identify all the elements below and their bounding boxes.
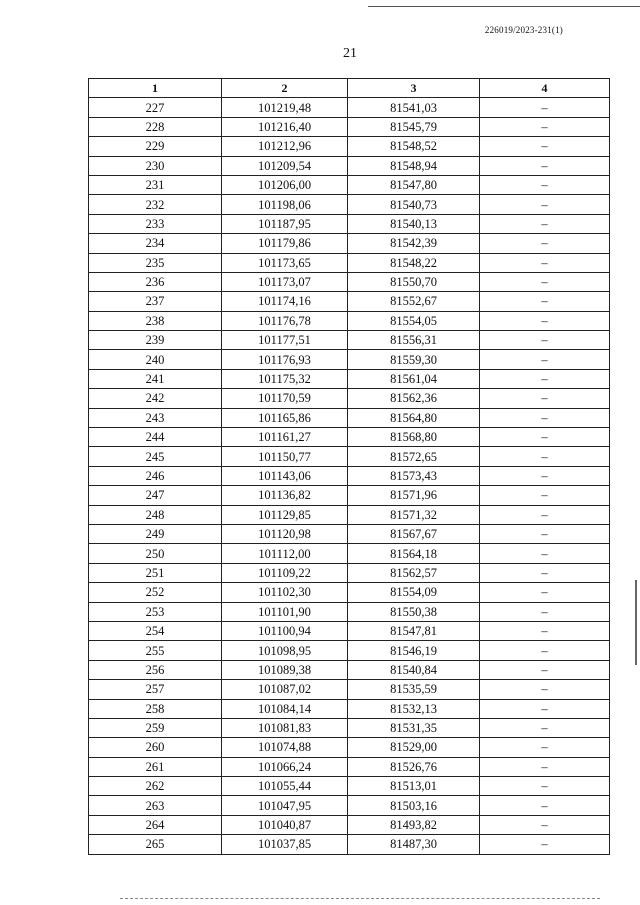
x-coordinate-cell: 101066,24 bbox=[222, 757, 348, 776]
y-coordinate-cell: 81487,30 bbox=[348, 835, 480, 854]
y-coordinate-cell: 81573,43 bbox=[348, 466, 480, 485]
x-coordinate-cell: 101129,85 bbox=[222, 505, 348, 524]
note-cell: – bbox=[480, 602, 610, 621]
point-number-cell: 242 bbox=[89, 389, 222, 408]
point-number-cell: 256 bbox=[89, 660, 222, 679]
note-cell: – bbox=[480, 156, 610, 175]
x-coordinate-cell: 101176,78 bbox=[222, 311, 348, 330]
x-coordinate-cell: 101089,38 bbox=[222, 660, 348, 679]
note-cell: – bbox=[480, 815, 610, 834]
table-row bbox=[89, 369, 610, 388]
x-coordinate-cell: 101175,32 bbox=[222, 369, 348, 388]
y-coordinate-cell: 81564,80 bbox=[348, 408, 480, 427]
y-coordinate-cell: 81526,76 bbox=[348, 757, 480, 776]
x-coordinate-cell: 101216,40 bbox=[222, 117, 348, 136]
note-cell: – bbox=[480, 311, 610, 330]
note-cell: – bbox=[480, 408, 610, 427]
y-coordinate-cell: 81561,04 bbox=[348, 369, 480, 388]
table-row bbox=[89, 156, 610, 175]
note-cell: – bbox=[480, 680, 610, 699]
point-number-cell: 257 bbox=[89, 680, 222, 699]
table-row bbox=[89, 680, 610, 699]
note-cell: – bbox=[480, 718, 610, 737]
y-coordinate-cell: 81547,81 bbox=[348, 621, 480, 640]
point-number-cell: 247 bbox=[89, 486, 222, 505]
page-number: 21 bbox=[343, 46, 357, 61]
x-coordinate-cell: 101212,96 bbox=[222, 137, 348, 156]
y-coordinate-cell: 81552,67 bbox=[348, 292, 480, 311]
table-row bbox=[89, 253, 610, 272]
x-coordinate-cell: 101136,82 bbox=[222, 486, 348, 505]
table-row bbox=[89, 583, 610, 602]
point-number-cell: 246 bbox=[89, 466, 222, 485]
y-coordinate-cell: 81548,22 bbox=[348, 253, 480, 272]
x-coordinate-cell: 101209,54 bbox=[222, 156, 348, 175]
x-coordinate-cell: 101109,22 bbox=[222, 563, 348, 582]
point-number-cell: 228 bbox=[89, 117, 222, 136]
y-coordinate-cell: 81542,39 bbox=[348, 234, 480, 253]
y-coordinate-cell: 81540,13 bbox=[348, 214, 480, 233]
point-number-cell: 229 bbox=[89, 137, 222, 156]
table-row bbox=[89, 718, 610, 737]
x-coordinate-cell: 101037,85 bbox=[222, 835, 348, 854]
y-coordinate-cell: 81562,36 bbox=[348, 389, 480, 408]
note-cell: – bbox=[480, 292, 610, 311]
point-number-cell: 232 bbox=[89, 195, 222, 214]
note-cell: – bbox=[480, 524, 610, 543]
note-cell: – bbox=[480, 835, 610, 854]
table-row bbox=[89, 214, 610, 233]
x-coordinate-cell: 101173,07 bbox=[222, 272, 348, 291]
coordinates-table bbox=[88, 78, 610, 855]
note-cell: – bbox=[480, 369, 610, 388]
table-row bbox=[89, 311, 610, 330]
y-coordinate-cell: 81562,57 bbox=[348, 563, 480, 582]
bottom-rule bbox=[120, 898, 600, 899]
note-cell: – bbox=[480, 466, 610, 485]
point-number-cell: 235 bbox=[89, 253, 222, 272]
x-coordinate-cell: 101150,77 bbox=[222, 447, 348, 466]
x-coordinate-cell: 101074,88 bbox=[222, 738, 348, 757]
table-row bbox=[89, 777, 610, 796]
point-number-cell: 263 bbox=[89, 796, 222, 815]
table-row bbox=[89, 505, 610, 524]
y-coordinate-cell: 81556,31 bbox=[348, 331, 480, 350]
column-header-1: 1 bbox=[89, 79, 222, 98]
point-number-cell: 233 bbox=[89, 214, 222, 233]
point-number-cell: 239 bbox=[89, 331, 222, 350]
table-row bbox=[89, 815, 610, 834]
y-coordinate-cell: 81567,67 bbox=[348, 524, 480, 543]
point-number-cell: 238 bbox=[89, 311, 222, 330]
top-rule bbox=[368, 6, 640, 7]
note-cell: – bbox=[480, 505, 610, 524]
column-header-4: 4 bbox=[480, 79, 610, 98]
note-cell: – bbox=[480, 738, 610, 757]
y-coordinate-cell: 81545,79 bbox=[348, 117, 480, 136]
point-number-cell: 243 bbox=[89, 408, 222, 427]
point-number-cell: 248 bbox=[89, 505, 222, 524]
x-coordinate-cell: 101098,95 bbox=[222, 641, 348, 660]
point-number-cell: 252 bbox=[89, 583, 222, 602]
y-coordinate-cell: 81548,94 bbox=[348, 156, 480, 175]
note-cell: – bbox=[480, 796, 610, 815]
table-row bbox=[89, 641, 610, 660]
y-coordinate-cell: 81547,80 bbox=[348, 175, 480, 194]
note-cell: – bbox=[480, 544, 610, 563]
note-cell: – bbox=[480, 350, 610, 369]
column-header-2: 2 bbox=[222, 79, 348, 98]
x-coordinate-cell: 101176,93 bbox=[222, 350, 348, 369]
x-coordinate-cell: 101055,44 bbox=[222, 777, 348, 796]
note-cell: – bbox=[480, 777, 610, 796]
y-coordinate-cell: 81550,38 bbox=[348, 602, 480, 621]
x-coordinate-cell: 101120,98 bbox=[222, 524, 348, 543]
x-coordinate-cell: 101112,00 bbox=[222, 544, 348, 563]
y-coordinate-cell: 81540,84 bbox=[348, 660, 480, 679]
y-coordinate-cell: 81541,03 bbox=[348, 98, 480, 117]
note-cell: – bbox=[480, 137, 610, 156]
point-number-cell: 264 bbox=[89, 815, 222, 834]
x-coordinate-cell: 101161,27 bbox=[222, 428, 348, 447]
y-coordinate-cell: 81550,70 bbox=[348, 272, 480, 291]
x-coordinate-cell: 101040,87 bbox=[222, 815, 348, 834]
table-row bbox=[89, 350, 610, 369]
x-coordinate-cell: 101177,51 bbox=[222, 331, 348, 350]
point-number-cell: 262 bbox=[89, 777, 222, 796]
y-coordinate-cell: 81531,35 bbox=[348, 718, 480, 737]
table-row bbox=[89, 117, 610, 136]
x-coordinate-cell: 101143,06 bbox=[222, 466, 348, 485]
column-header-3: 3 bbox=[348, 79, 480, 98]
point-number-cell: 249 bbox=[89, 524, 222, 543]
note-cell: – bbox=[480, 234, 610, 253]
y-coordinate-cell: 81529,00 bbox=[348, 738, 480, 757]
note-cell: – bbox=[480, 486, 610, 505]
note-cell: – bbox=[480, 389, 610, 408]
table-header-row bbox=[89, 79, 610, 98]
note-cell: – bbox=[480, 331, 610, 350]
y-coordinate-cell: 81535,59 bbox=[348, 680, 480, 699]
note-cell: – bbox=[480, 98, 610, 117]
x-coordinate-cell: 101102,30 bbox=[222, 583, 348, 602]
point-number-cell: 261 bbox=[89, 757, 222, 776]
scan-edge-mark bbox=[635, 580, 637, 665]
note-cell: – bbox=[480, 563, 610, 582]
x-coordinate-cell: 101198,06 bbox=[222, 195, 348, 214]
table-row bbox=[89, 389, 610, 408]
table-row bbox=[89, 331, 610, 350]
point-number-cell: 245 bbox=[89, 447, 222, 466]
note-cell: – bbox=[480, 447, 610, 466]
y-coordinate-cell: 81559,30 bbox=[348, 350, 480, 369]
table-row bbox=[89, 524, 610, 543]
note-cell: – bbox=[480, 428, 610, 447]
point-number-cell: 236 bbox=[89, 272, 222, 291]
y-coordinate-cell: 81503,16 bbox=[348, 796, 480, 815]
y-coordinate-cell: 81548,52 bbox=[348, 137, 480, 156]
x-coordinate-cell: 101081,83 bbox=[222, 718, 348, 737]
point-number-cell: 250 bbox=[89, 544, 222, 563]
y-coordinate-cell: 81571,96 bbox=[348, 486, 480, 505]
note-cell: – bbox=[480, 621, 610, 640]
x-coordinate-cell: 101047,95 bbox=[222, 796, 348, 815]
table-row bbox=[89, 175, 610, 194]
point-number-cell: 234 bbox=[89, 234, 222, 253]
point-number-cell: 244 bbox=[89, 428, 222, 447]
note-cell: – bbox=[480, 272, 610, 291]
point-number-cell: 255 bbox=[89, 641, 222, 660]
point-number-cell: 241 bbox=[89, 369, 222, 388]
y-coordinate-cell: 81568,80 bbox=[348, 428, 480, 447]
document-id: 226019/2023-231(1) bbox=[484, 25, 563, 35]
table-row bbox=[89, 796, 610, 815]
y-coordinate-cell: 81493,82 bbox=[348, 815, 480, 834]
table-row bbox=[89, 195, 610, 214]
table-row bbox=[89, 486, 610, 505]
y-coordinate-cell: 81572,65 bbox=[348, 447, 480, 466]
point-number-cell: 260 bbox=[89, 738, 222, 757]
x-coordinate-cell: 101219,48 bbox=[222, 98, 348, 117]
table-row bbox=[89, 757, 610, 776]
point-number-cell: 240 bbox=[89, 350, 222, 369]
note-cell: – bbox=[480, 757, 610, 776]
point-number-cell: 258 bbox=[89, 699, 222, 718]
y-coordinate-cell: 81554,05 bbox=[348, 311, 480, 330]
table-row bbox=[89, 835, 610, 854]
point-number-cell: 259 bbox=[89, 718, 222, 737]
y-coordinate-cell: 81532,13 bbox=[348, 699, 480, 718]
table-row bbox=[89, 272, 610, 291]
point-number-cell: 227 bbox=[89, 98, 222, 117]
x-coordinate-cell: 101100,94 bbox=[222, 621, 348, 640]
x-coordinate-cell: 101084,14 bbox=[222, 699, 348, 718]
table-row bbox=[89, 137, 610, 156]
table-row bbox=[89, 428, 610, 447]
point-number-cell: 253 bbox=[89, 602, 222, 621]
x-coordinate-cell: 101165,86 bbox=[222, 408, 348, 427]
point-number-cell: 231 bbox=[89, 175, 222, 194]
table-row bbox=[89, 660, 610, 679]
x-coordinate-cell: 101174,16 bbox=[222, 292, 348, 311]
y-coordinate-cell: 81564,18 bbox=[348, 544, 480, 563]
point-number-cell: 265 bbox=[89, 835, 222, 854]
table-row bbox=[89, 563, 610, 582]
y-coordinate-cell: 81513,01 bbox=[348, 777, 480, 796]
x-coordinate-cell: 101179,86 bbox=[222, 234, 348, 253]
table-row bbox=[89, 447, 610, 466]
x-coordinate-cell: 101170,59 bbox=[222, 389, 348, 408]
x-coordinate-cell: 101087,02 bbox=[222, 680, 348, 699]
x-coordinate-cell: 101206,00 bbox=[222, 175, 348, 194]
x-coordinate-cell: 101173,65 bbox=[222, 253, 348, 272]
note-cell: – bbox=[480, 641, 610, 660]
point-number-cell: 254 bbox=[89, 621, 222, 640]
note-cell: – bbox=[480, 175, 610, 194]
y-coordinate-cell: 81554,09 bbox=[348, 583, 480, 602]
table-row bbox=[89, 602, 610, 621]
point-number-cell: 251 bbox=[89, 563, 222, 582]
y-coordinate-cell: 81571,32 bbox=[348, 505, 480, 524]
note-cell: – bbox=[480, 583, 610, 602]
note-cell: – bbox=[480, 214, 610, 233]
point-number-cell: 237 bbox=[89, 292, 222, 311]
table-row bbox=[89, 738, 610, 757]
table-row bbox=[89, 408, 610, 427]
note-cell: – bbox=[480, 253, 610, 272]
y-coordinate-cell: 81546,19 bbox=[348, 641, 480, 660]
point-number-cell: 230 bbox=[89, 156, 222, 175]
table-row bbox=[89, 466, 610, 485]
table-body bbox=[89, 98, 610, 854]
note-cell: – bbox=[480, 195, 610, 214]
table-row bbox=[89, 544, 610, 563]
y-coordinate-cell: 81540,73 bbox=[348, 195, 480, 214]
x-coordinate-cell: 101187,95 bbox=[222, 214, 348, 233]
note-cell: – bbox=[480, 699, 610, 718]
note-cell: – bbox=[480, 660, 610, 679]
note-cell: – bbox=[480, 117, 610, 136]
table-row bbox=[89, 699, 610, 718]
table-row bbox=[89, 234, 610, 253]
x-coordinate-cell: 101101,90 bbox=[222, 602, 348, 621]
table-row bbox=[89, 98, 610, 117]
table-row bbox=[89, 292, 610, 311]
table-row bbox=[89, 621, 610, 640]
